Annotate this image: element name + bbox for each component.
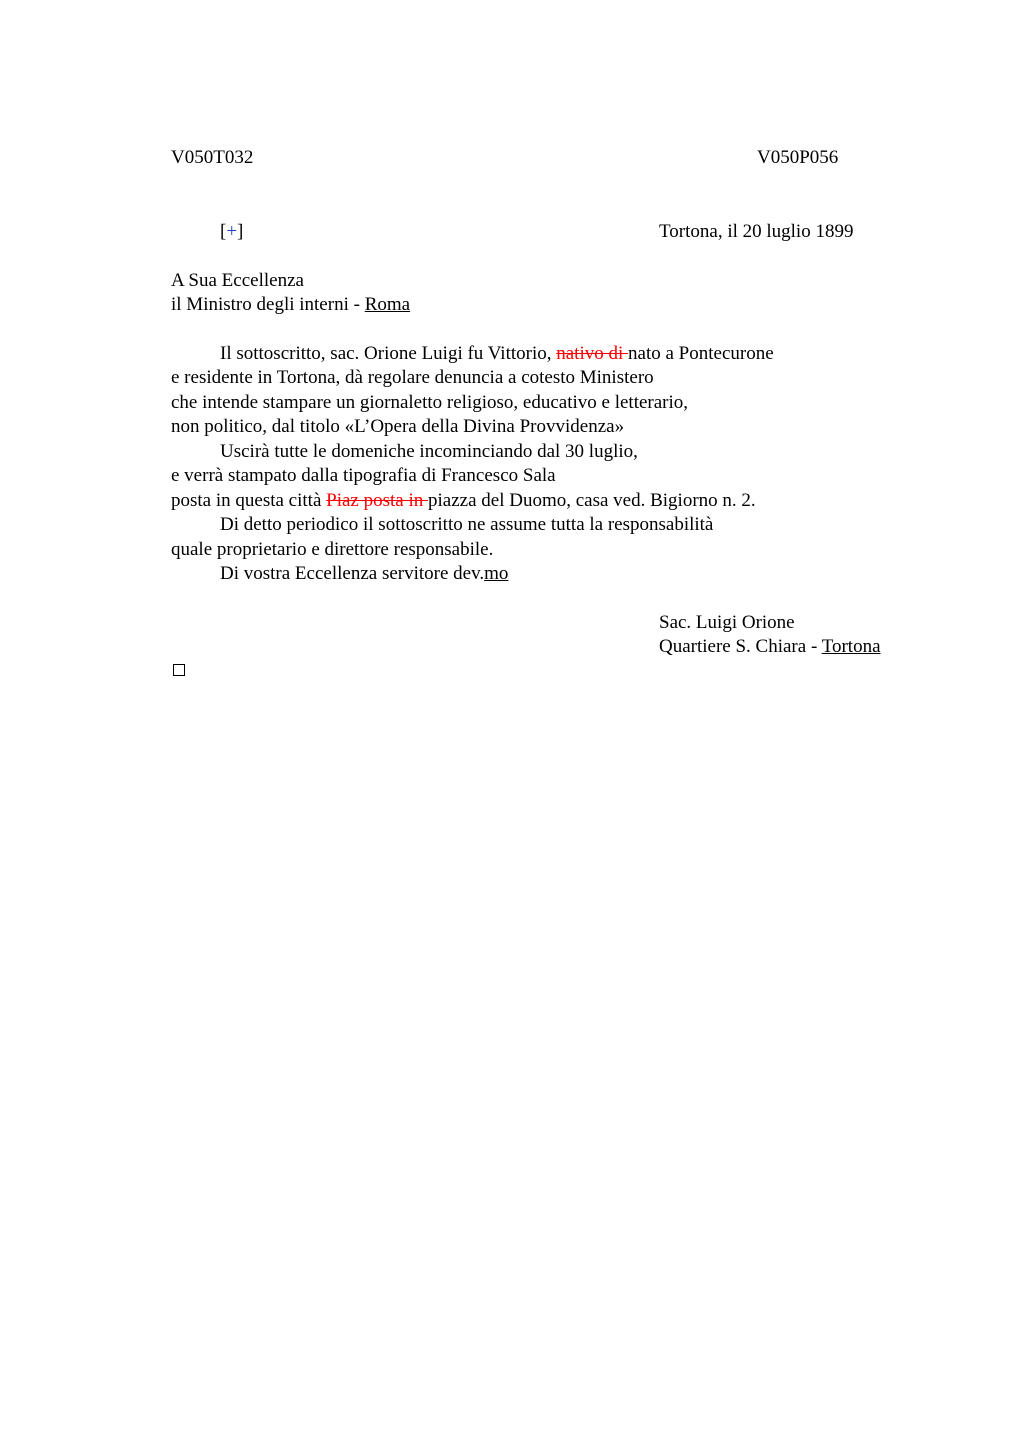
cross-heading [220, 220, 243, 244]
address-line-1: A Sua Eccellenza [171, 270, 304, 291]
bracket-close: ] [237, 221, 244, 242]
signature-address [659, 635, 881, 659]
signature-name: Sac. Luigi Orione [659, 612, 795, 633]
closing-abbrev: mo [484, 563, 509, 584]
body-line-3: che intende stampare un giornaletto religioso, educativo e letterario, [171, 392, 689, 413]
closing-text: Di vostra Eccellenza servitore dev. [220, 563, 485, 584]
address-line-2-text: il Ministro degli interni - [171, 294, 365, 315]
body-line-9: quale proprietario e direttore responsabile. [171, 539, 494, 560]
body-line-7-b: piazza del Duomo, casa ved. Bigiorno n. 2. [428, 490, 756, 511]
body-line-7 [171, 489, 756, 513]
body-line-8: Di detto periodico il sottoscritto ne assume tutta la responsabilità [220, 514, 714, 535]
signature-place: Tortona [821, 636, 881, 657]
body-line-7-a: posta in questa città [171, 490, 327, 511]
document-code-left: V050T032 [171, 147, 254, 168]
body-line-4: non politico, dal titolo «L’Opera della Divina Provvidenza» [171, 416, 625, 437]
body-line-1-a: Il sottoscritto, sac. Orione Luigi fu Vittorio, [220, 343, 557, 364]
address-place: Roma [364, 294, 411, 315]
body-line-1 [220, 342, 774, 366]
deleted-text: Piaz posta in [326, 490, 428, 511]
bracket-open: [ [220, 221, 227, 242]
body-line-2: e residente in Tortona, dà regolare denuncia a cotesto Ministero [171, 367, 654, 388]
document-code-right: V050P056 [757, 147, 839, 168]
cross-icon: + [226, 221, 238, 242]
letter-date: Tortona, il 20 luglio 1899 [659, 221, 854, 242]
body-line-5: Uscirà tutte le domeniche incominciando dal 30 luglio, [220, 441, 638, 462]
signature-address-text: Quartiere S. Chiara - [659, 636, 822, 657]
address-line-2 [171, 293, 410, 317]
body-line-10 [220, 562, 508, 586]
body-line-6: e verrà stampato dalla tipografia di Francesco Sala [171, 465, 556, 486]
body-line-1-b: nato a Pontecurone [628, 343, 774, 364]
end-mark-box-icon [173, 664, 185, 676]
deleted-text: nativo di [556, 343, 629, 364]
